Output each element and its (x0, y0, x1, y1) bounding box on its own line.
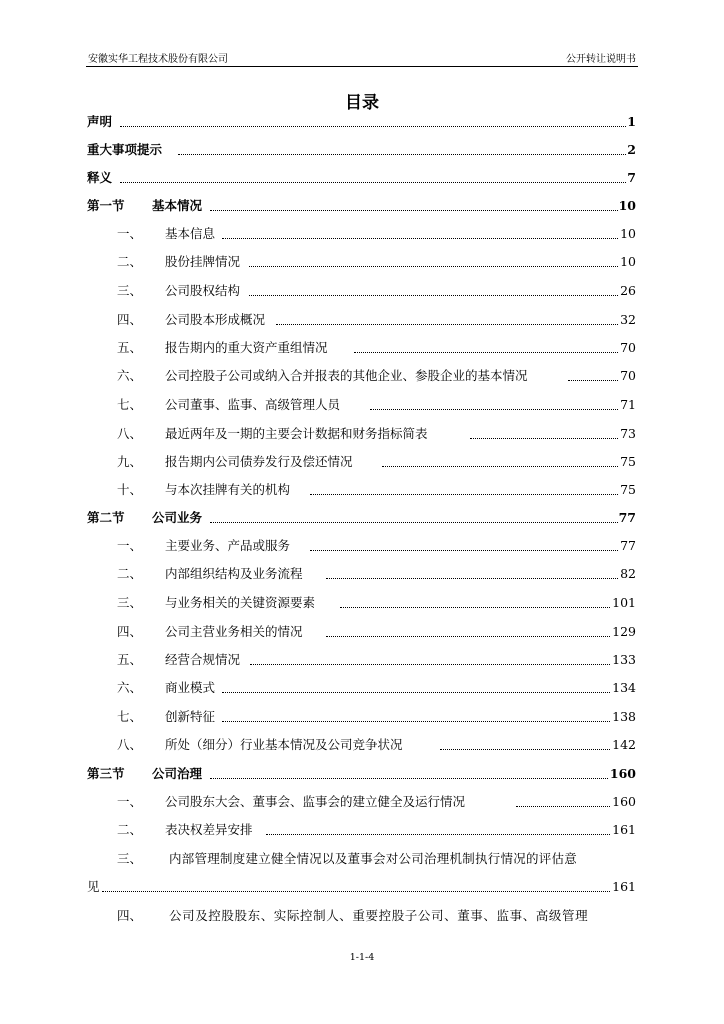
toc-leader-dots (210, 210, 620, 211)
toc-entry-page: 10 (618, 196, 636, 216)
toc-entry-page: 73 (619, 424, 636, 444)
toc-entry-label: 报告期内的重大资产重组情况 (165, 340, 328, 355)
toc-entry-label: 基本信息 (165, 226, 216, 241)
toc-item[interactable] (0, 536, 724, 556)
toc-item[interactable] (0, 452, 724, 472)
toc-entry-label: 商业模式 (165, 680, 216, 695)
toc-item-number: 一、 (117, 226, 143, 241)
toc-entry-page: 133 (611, 650, 636, 670)
toc-entry-page: 161 (611, 820, 636, 840)
toc-entry-label: 公司股权结构 (165, 283, 241, 298)
toc-item-number: 八、 (117, 426, 143, 441)
toc-entry-label: 经营合规情况 (165, 652, 241, 667)
toc-item[interactable] (0, 564, 724, 584)
toc-leader-dots (222, 238, 618, 239)
toc-entry-statement[interactable] (0, 112, 724, 132)
toc-item[interactable] (0, 820, 724, 840)
toc-leader-dots (326, 636, 610, 637)
toc-item-number: 十、 (117, 482, 143, 497)
toc-leader-dots (210, 522, 620, 523)
toc-entry-page: 101 (611, 593, 636, 613)
toc-item-number: 四、 (117, 312, 143, 327)
toc-entry-page: 160 (609, 764, 636, 784)
toc-entry-label: 公司主营业务相关的情况 (165, 624, 303, 639)
toc-item-number: 二、 (117, 566, 143, 581)
toc-entry-label: 内部组织结构及业务流程 (165, 566, 303, 581)
toc-item-number: 六、 (117, 680, 143, 695)
toc-section-prefix: 第三节 (87, 766, 125, 781)
toc-entry-label: 声明 (87, 114, 113, 129)
toc-leader-dots (120, 182, 628, 183)
toc-item-number: 三、 (117, 595, 143, 610)
toc-item[interactable] (0, 593, 724, 613)
toc-item-continuation[interactable] (0, 877, 724, 897)
toc-section-prefix: 第一节 (87, 198, 125, 213)
toc-item[interactable] (0, 650, 724, 670)
toc-leader-dots (326, 578, 618, 579)
toc-entry-label: 重大事项提示 (87, 142, 163, 157)
toc-entry-page: 134 (611, 678, 636, 698)
toc-leader-dots (250, 664, 610, 665)
toc-entry-label: 公司股本形成概况 (165, 312, 266, 327)
toc-item[interactable] (0, 224, 724, 244)
toc-leader-dots (568, 380, 618, 381)
page-number: 1-1-4 (349, 952, 375, 963)
toc-leader-dots (249, 295, 618, 296)
toc-section-3[interactable] (0, 764, 724, 784)
toc-entry-page: 142 (611, 735, 636, 755)
toc-entry-label: 基本情况 (152, 198, 203, 213)
toc-entry-page: 2 (626, 140, 636, 160)
toc-item-number: 二、 (117, 822, 143, 837)
toc-item[interactable] (0, 310, 724, 330)
toc-entry-page: 138 (611, 707, 636, 727)
toc-item-number: 一、 (117, 794, 143, 809)
toc-leader-dots (266, 834, 610, 835)
toc-entry-label: 报告期内公司债券发行及偿还情况 (165, 454, 353, 469)
toc-leader-dots (102, 891, 610, 892)
toc-item-number: 四、 (117, 908, 143, 923)
toc-entry-page: 10 (619, 224, 636, 244)
toc-entry-label: 释义 (87, 170, 113, 185)
toc-entry-page: 160 (611, 792, 636, 812)
toc-leader-dots (440, 749, 610, 750)
toc-entry-label: 公司及控股股东、实际控制人、重要控股子公司、董事、监事、高级管理 (169, 908, 589, 923)
toc-entry-label: 与业务相关的关键资源要素 (165, 595, 316, 610)
toc-entry-page: 82 (619, 564, 636, 584)
toc-item[interactable] (0, 366, 724, 386)
toc-entry-label: 公司业务 (152, 510, 203, 525)
toc-section-prefix: 第二节 (87, 510, 125, 525)
toc-entry-label: 主要业务、产品或服务 (165, 538, 291, 553)
toc-entry-page: 70 (619, 338, 636, 358)
toc-entry-page: 1 (626, 112, 636, 132)
toc-item-number: 七、 (117, 709, 143, 724)
toc-item[interactable] (0, 678, 724, 698)
toc-item-number: 八、 (117, 737, 143, 752)
toc-item[interactable] (0, 707, 724, 727)
toc-item-number: 四、 (117, 624, 143, 639)
toc-item-number: 二、 (117, 254, 143, 269)
header-company: 安徽实华工程技术股份有限公司 (88, 54, 228, 65)
toc-entry-page: 71 (619, 395, 636, 415)
toc-item[interactable] (0, 735, 724, 755)
toc-item[interactable] (0, 792, 724, 812)
toc-leader-dots (382, 466, 618, 467)
toc-entry-page: 129 (611, 622, 636, 642)
toc-item-number: 一、 (117, 538, 143, 553)
toc-leader-dots (120, 126, 628, 127)
toc-entry-page: 10 (619, 252, 636, 272)
toc-entry-page: 7 (626, 168, 636, 188)
header-doc-type: 公开转让说明书 (566, 54, 636, 65)
toc-leader-dots (178, 154, 628, 155)
toc-entry-label: 创新特征 (165, 709, 216, 724)
toc-entry-label: 公司治理 (152, 766, 203, 781)
toc-entry-page: 32 (619, 310, 636, 330)
toc-entry-major-matters[interactable] (0, 140, 724, 160)
toc-entry-page: 75 (619, 480, 636, 500)
toc-item-number: 七、 (117, 397, 143, 412)
toc-leader-dots (222, 721, 610, 722)
toc-entry-label: 表决权差异安排 (165, 822, 253, 837)
toc-item[interactable] (0, 424, 724, 444)
toc-entry-label-continued: 见 (87, 879, 100, 894)
toc-section-1[interactable] (0, 196, 724, 216)
toc-entry-label: 股份挂牌情况 (165, 254, 241, 269)
toc-item[interactable] (0, 252, 724, 272)
toc-item-number: 三、 (117, 851, 143, 866)
toc-item[interactable] (0, 906, 724, 926)
toc-leader-dots (210, 778, 612, 779)
toc-entry-label: 与本次挂牌有关的机构 (165, 482, 291, 497)
toc-item[interactable] (0, 395, 724, 415)
toc-leader-dots (222, 692, 610, 693)
toc-item[interactable] (0, 622, 724, 642)
toc-entry-page: 75 (619, 452, 636, 472)
toc-entry-label: 公司董事、监事、高级管理人员 (165, 397, 341, 412)
toc-entry-page: 70 (619, 366, 636, 386)
toc-leader-dots (340, 607, 610, 608)
toc-leader-dots (249, 266, 618, 267)
toc-entry-label: 内部管理制度建立健全情况以及董事会对公司治理机制执行情况的评估意 (169, 851, 578, 866)
toc-item-number: 五、 (117, 340, 143, 355)
toc-entry-page: 161 (611, 877, 636, 897)
toc-item[interactable] (0, 338, 724, 358)
toc-leader-dots (370, 409, 618, 410)
toc-item-wrapped[interactable] (0, 849, 724, 869)
toc-leader-dots (354, 352, 618, 353)
toc-entry-label: 最近两年及一期的主要会计数据和财务指标简表 (165, 426, 428, 441)
toc-entry-definitions[interactable] (0, 168, 724, 188)
toc-item-number: 三、 (117, 283, 143, 298)
toc-entry-label: 公司股东大会、董事会、监事会的建立健全及运行情况 (165, 794, 466, 809)
toc-leader-dots (310, 494, 618, 495)
toc-item[interactable] (0, 480, 724, 500)
toc-leader-dots (276, 324, 618, 325)
toc-leader-dots (310, 550, 618, 551)
toc-item-number: 六、 (117, 368, 143, 383)
toc-item[interactable] (0, 281, 724, 301)
toc-leader-dots (470, 438, 618, 439)
toc-section-2[interactable] (0, 508, 724, 528)
toc-item-number: 五、 (117, 652, 143, 667)
toc-entry-label: 所处（细分）行业基本情况及公司竞争状况 (165, 737, 403, 752)
toc-entry-page: 77 (619, 536, 636, 556)
page-title: 目录 (345, 93, 379, 113)
toc-entry-page: 77 (618, 508, 636, 528)
toc-entry-page: 26 (619, 281, 636, 301)
toc-leader-dots (516, 806, 610, 807)
toc-item-number: 九、 (117, 454, 143, 469)
toc-entry-label: 公司控股子公司或纳入合并报表的其他企业、参股企业的基本情况 (165, 368, 528, 383)
